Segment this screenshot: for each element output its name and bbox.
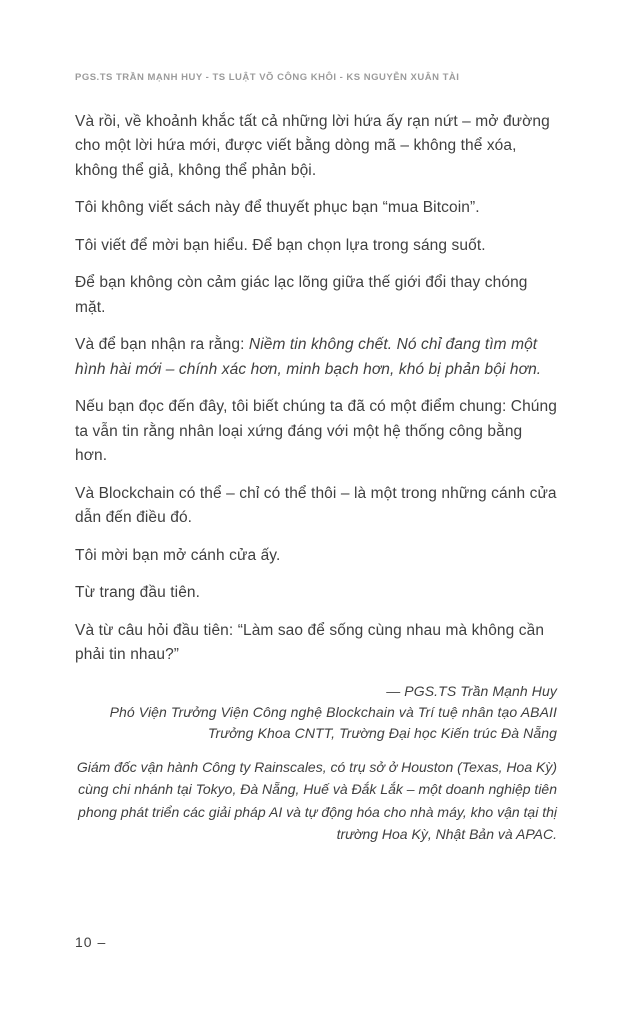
- paragraph-emphasis: Niềm tin không chết. Nó chỉ đang tìm một hình hài mới – chính xác hơn, minh bạch hơn, khó bị phản bội hơn.: [75, 336, 542, 378]
- paragraph: Tôi mời bạn mở cánh cửa ấy.: [75, 546, 281, 564]
- paragraph: Để bạn không còn cảm giác lạc lõng giữa thế giới đổi thay chóng mặt.: [75, 274, 528, 316]
- paragraph-lead: Và để bạn nhận ra rằng:: [75, 336, 249, 354]
- page-footer: [75, 934, 106, 950]
- paragraph: Và rồi, về khoảnh khắc tất cả những lời hứa ấy rạn nứt – mở đường cho một lời hứa mới, được viết bằng dòng mã – không thể xóa, không thể giả, không thể phản bội.: [75, 113, 550, 179]
- paragraph: Nếu bạn đọc đến đây, tôi biết chúng ta đã có một điểm chung: Chúng ta vẫn tin rằng nhân loại xứng đáng với một hệ thống công bằng hơn.: [75, 398, 557, 465]
- paragraph: Tôi viết để mời bạn hiểu. Để bạn chọn lựa trong sáng suốt.: [75, 236, 486, 254]
- page-number-dash: –: [97, 934, 107, 950]
- paragraph: Từ trang đầu tiên.: [75, 584, 201, 602]
- paragraph: [75, 333, 557, 382]
- author-signature-block: [75, 681, 557, 744]
- page-number: 10: [75, 934, 93, 950]
- signature-author-line: — PGS.TS Trần Mạnh Huy: [386, 682, 557, 699]
- author-bio-block: Giám đốc vận hành Công ty Rainscales, có trụ sở ở Houston (Texas, Hoa Kỳ) cùng chi nhánh tại Tokyo, Đà Nẵng, Huế và Đắk Lắk – một doanh nghiệp tiên phong phát triển các giải pháp AI và tự động hóa cho nhà máy, kho vận tại thị trường Hoa Kỳ, Nhật Bản và APAC.: [76, 758, 557, 842]
- signature-title-line: Trưởng Khoa CNTT, Trường Đại học Kiến trúc Đà Nẵng: [207, 724, 557, 741]
- paragraph: Và Blockchain có thể – chỉ có thể thôi – là một trong những cánh cửa dẫn đến điều đó.: [75, 484, 557, 527]
- running-header: PGS.TS TRẦN MẠNH HUY - TS LUẬT VÕ CÔNG KHÔI - KS NGUYỄN XUÂN TÀI: [75, 72, 460, 83]
- paragraph: Tôi không viết sách này để thuyết phục bạn “mua Bitcoin”.: [75, 199, 480, 217]
- signature-title-line: Phó Viện Trưởng Viện Công nghệ Blockchain và Trí tuệ nhân tạo ABAII: [109, 703, 557, 720]
- page-body: [75, 110, 557, 845]
- paragraph: Và từ câu hỏi đầu tiên: “Làm sao để sống cùng nhau mà không cần phải tin nhau?”: [75, 621, 545, 664]
